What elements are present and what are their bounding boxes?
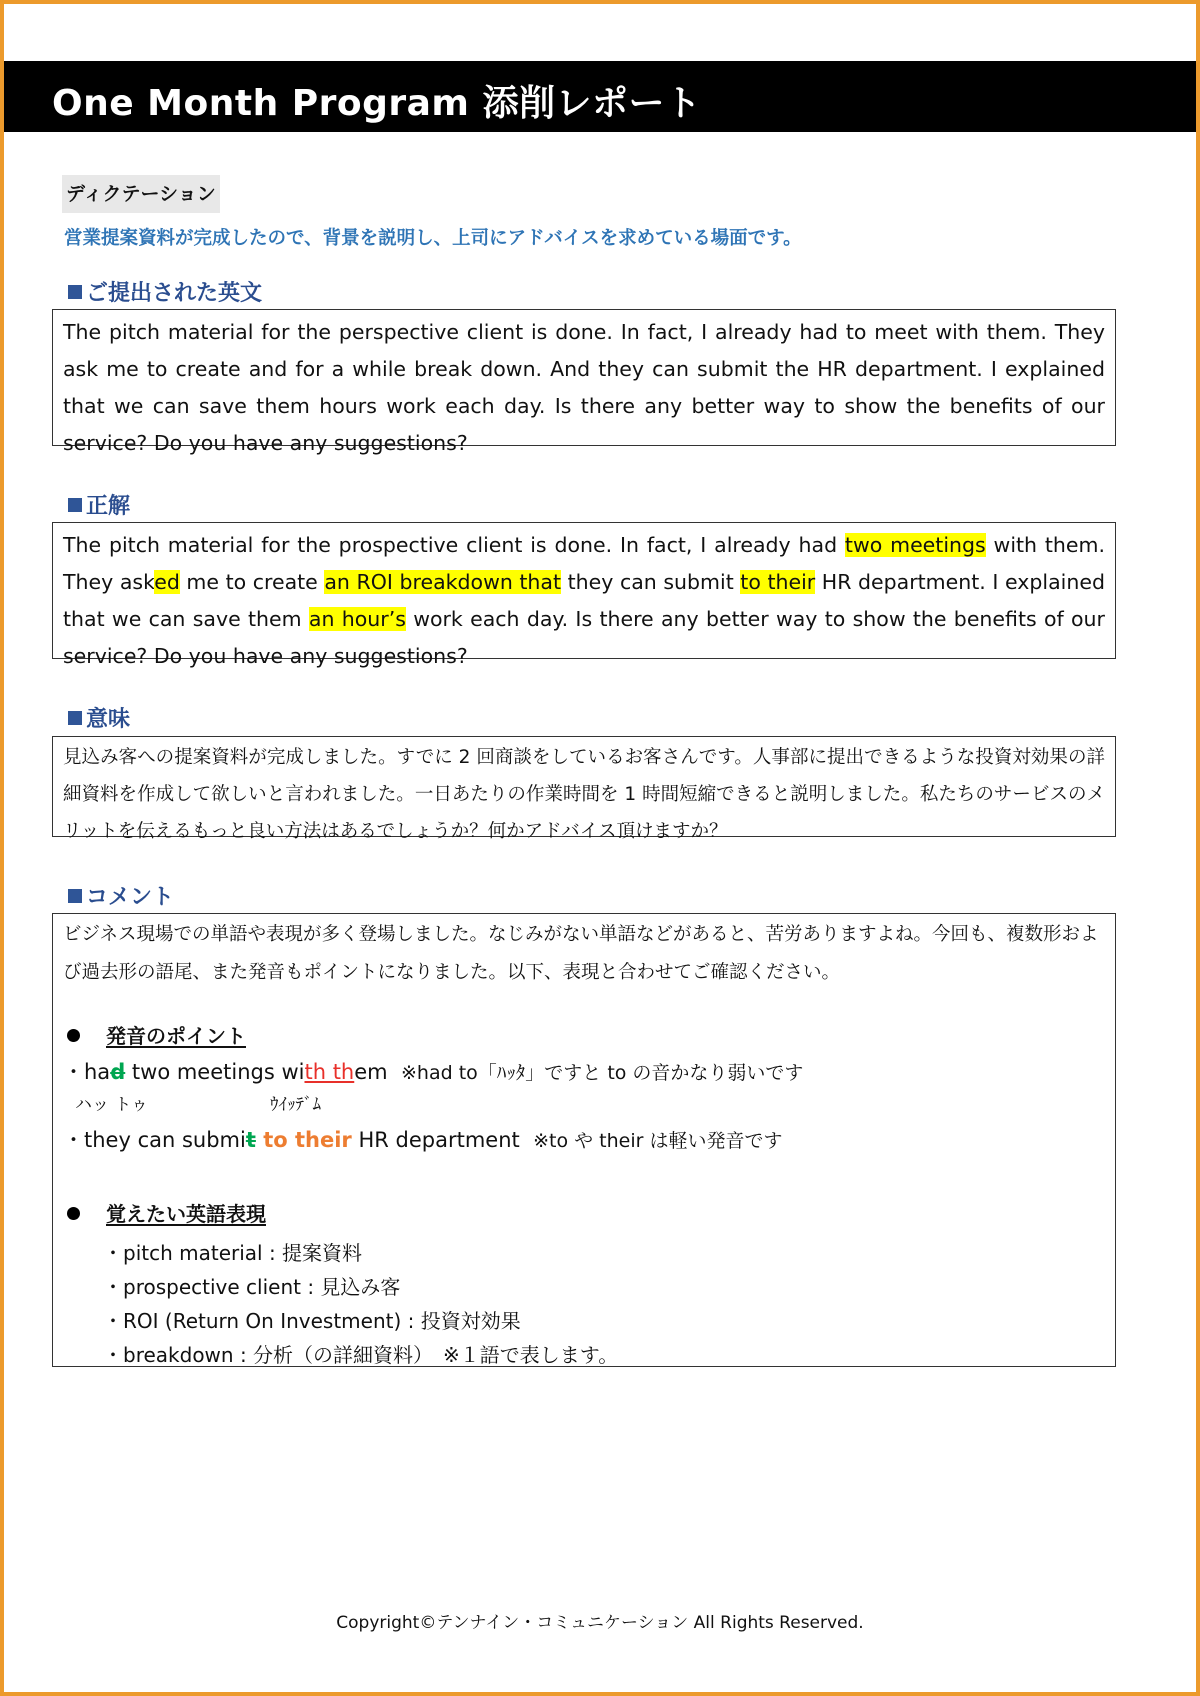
scene-description: 営業提案資料が完成したので、背景を説明し、上司にアドバイスを求めている場面です。 (64, 228, 802, 249)
vocab-item: ・prospective client : 見込み客 (103, 1275, 401, 1299)
pron2-prefix: ・they can submi (63, 1128, 246, 1152)
expressions-title: 覚えたい英語表現 (106, 1202, 266, 1226)
pron1-prefix: ・ha (63, 1060, 111, 1084)
pron1-after: em (354, 1060, 388, 1084)
pronunciation-bullet (67, 1020, 246, 1049)
pron2-after: HR department (351, 1128, 520, 1152)
correct-heading (68, 489, 130, 520)
pron2-strike: t (245, 1128, 256, 1152)
correct-text (53, 523, 1115, 675)
highlighted-correction: two meetings (844, 533, 986, 557)
vocab-item: ・pitch material : 提案資料 (103, 1241, 363, 1265)
correct-text-segment: they can submit (561, 570, 741, 594)
comment-box (52, 913, 1116, 1367)
meaning-text: 見込み客への提案資料が完成しました。すでに 2 回商談をしているお客さんです。人事部に提出できるような投資対効果の詳細資料を作成して欲しいと言われました。一日あたりの作業時間を 1 時間短縮できると説明しました。私たちのサービスのメリットを伝えるもっと良い方法はあるでしょうか？何かアドバイス頂けますか？ (63, 747, 1105, 842)
comment-intro: ビジネス現場での単語や表現が多く登場しました。なじみがない単語などがあると、苦労ありますよね。今回も、複数形および過去形の語尾、また発音もポイントになりました。以下、表現と合わせてご確認ください。 (63, 924, 1099, 983)
highlighted-correction: to their (740, 570, 816, 594)
pron2-note: ※to や their は軽い発音です (533, 1130, 783, 1152)
square-bullet-icon (68, 889, 82, 903)
highlighted-correction: an hour’s (308, 607, 406, 631)
pronunciation-line-2 (63, 1124, 783, 1154)
vocab-item: ・ROI (Return On Investment) : 投資対効果 (103, 1309, 521, 1333)
pron1-mid: two meetings wi (125, 1060, 305, 1084)
pronunciation-title: 発音のポイント (106, 1024, 246, 1048)
pron1-note: ※had to「ﾊｯﾀ」ですと to の音かなり弱いです (401, 1062, 804, 1084)
comment-heading (68, 880, 174, 911)
pronunciation-line-1 (63, 1056, 803, 1086)
correct-text-segment: me to create (179, 570, 325, 594)
meaning-box (52, 736, 1116, 842)
copyright: Copyright©テンナイン・コミュニケーション All Rights Reserved. (336, 1613, 864, 1633)
square-bullet-icon (68, 285, 82, 299)
pron1-red: th th (304, 1060, 355, 1084)
expressions-bullet (67, 1198, 266, 1227)
page-title: One Month Program 添削レポート (52, 83, 702, 124)
correct-text-segment: with them. They ask (63, 533, 1106, 594)
correct-text-segment: The pitch material for the prospective client is done. In fact, I already had (63, 533, 845, 557)
pron1-strike: d (110, 1060, 126, 1084)
pron2-orange: to their (255, 1128, 352, 1152)
title-bar (4, 61, 1196, 132)
meaning-heading-label: 意味 (86, 707, 131, 732)
dictation-label: ディクテーション (62, 175, 220, 213)
ruby-with-them: ｳｲｯﾃﾞﾑ (270, 1095, 321, 1115)
meaning-heading (68, 702, 130, 733)
submitted-heading-label: ご提出された英文 (86, 281, 263, 306)
correct-box (52, 522, 1116, 668)
bullet-dot-icon (67, 1207, 80, 1220)
comment-heading-label: コメント (86, 885, 175, 910)
square-bullet-icon (68, 711, 82, 725)
bullet-dot-icon (67, 1029, 80, 1042)
vocab-item: ・breakdown : 分析（の詳細資料） ※１語で表します。 (103, 1343, 619, 1367)
correct-text-segment: work each day. Is there any better way to show the benefits of our service? Do you have any suggestions? (63, 607, 1105, 668)
ruby-hatto: ハッ トゥ (75, 1095, 148, 1115)
correct-heading-label: 正解 (86, 494, 131, 519)
highlighted-correction: ed (154, 570, 180, 594)
correct-text-segment: HR department. I explained that we can save them (63, 570, 1105, 631)
submitted-heading (68, 276, 262, 307)
submitted-text: The pitch material for the perspective client is done. In fact, I already had to meet with them. They ask me to create and for a while break down. And they can submit the HR department. I explained that we can save them hours work each day. Is there any better way to show the benefits of our service? Do you have any suggestions? (63, 320, 1105, 455)
square-bullet-icon (68, 498, 82, 512)
submitted-box (52, 309, 1116, 455)
highlighted-correction: an ROI breakdown that (324, 570, 562, 594)
